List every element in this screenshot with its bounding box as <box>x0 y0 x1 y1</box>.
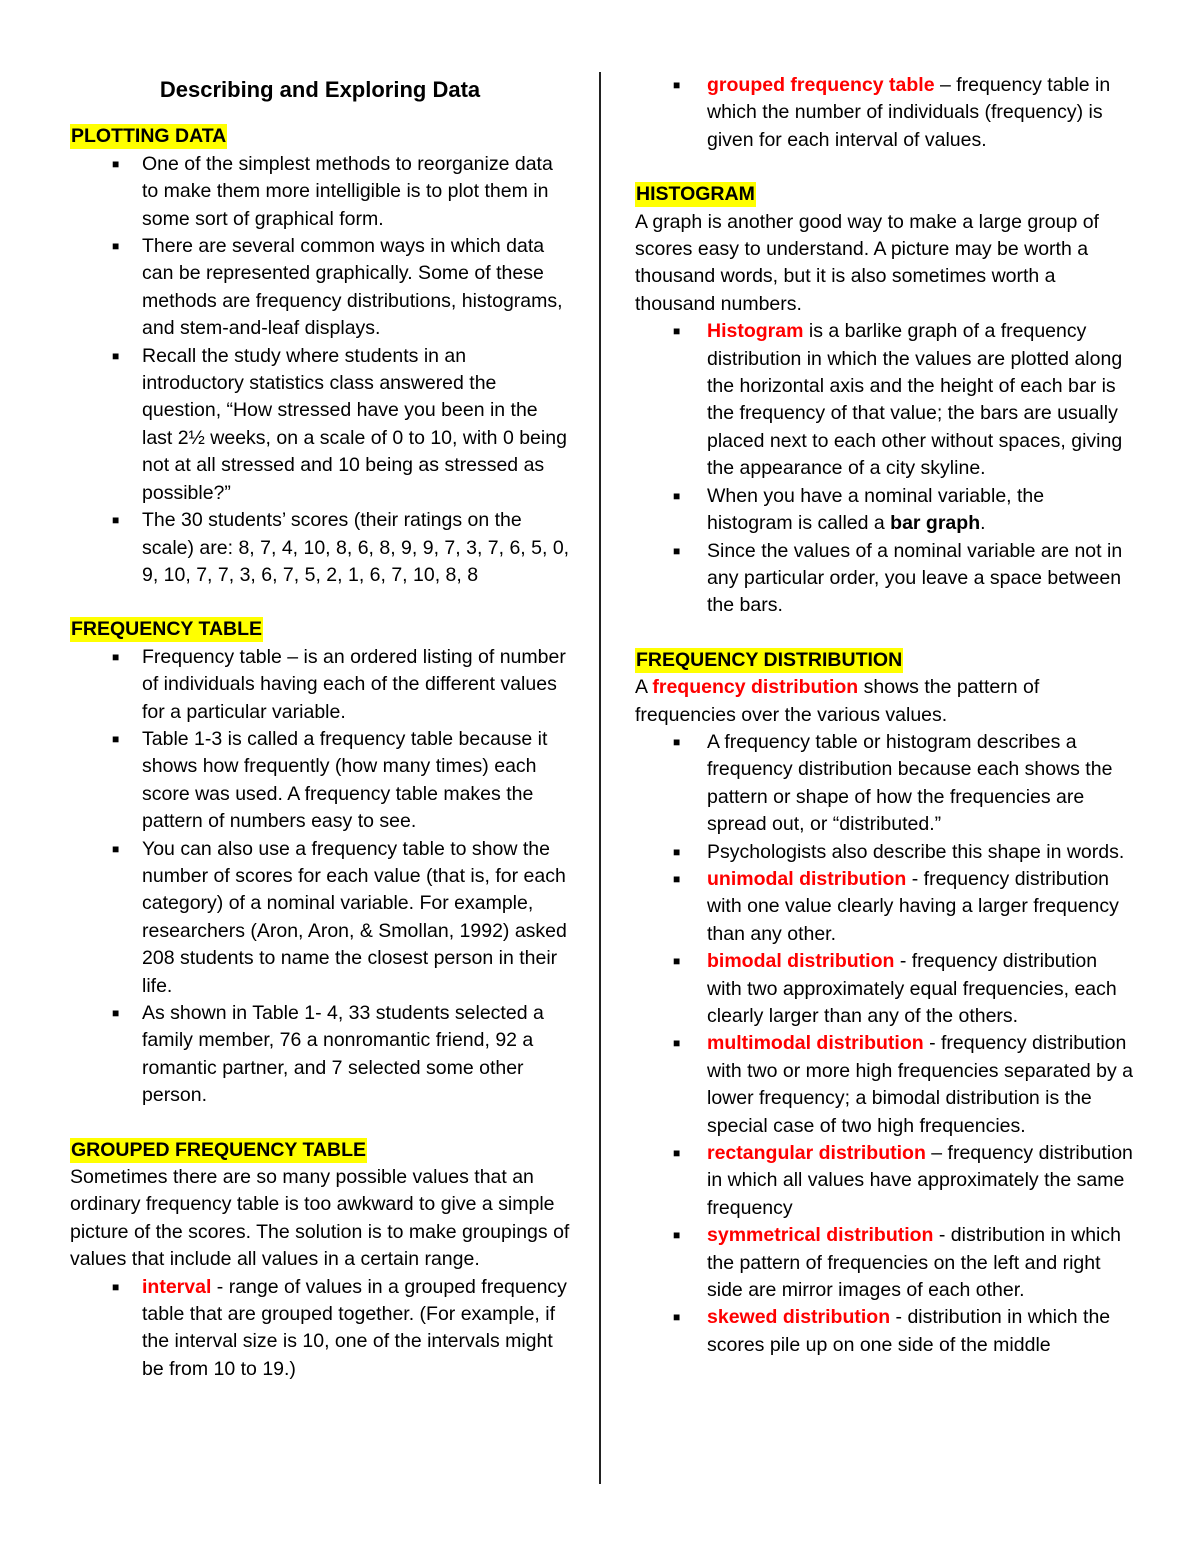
right-column <box>635 72 1135 1359</box>
list-item: ■ As shown in Table 1- 4, 33 students selected a family member, 76 a nonromantic friend, 92 a romantic partner, and 7 selected some other person. <box>112 1002 544 1107</box>
page-title: Describing and Exploring Data <box>159 77 481 102</box>
term-histogram: Histogram <box>707 320 804 343</box>
term-bimodal: bimodal distribution <box>707 950 895 973</box>
histogram-heading: HISTOGRAM <box>636 183 755 206</box>
list-item: ■ Frequency table – is an ordered listing of number of individuals having each of the different values for a particular variable. <box>112 645 566 723</box>
bullet-icon: ■ <box>673 844 681 859</box>
bullet-icon: ■ <box>112 239 120 254</box>
term-skewed: skewed distribution <box>707 1306 891 1329</box>
list-item: ■ Histogram is a barlike graph of a frequency distribution in which the values are plotted along the horizontal axis and the height of each bar is the frequency of that value; the bars are usually placed next to each other without spaces, giving the appearance of a city skyline. <box>673 320 1123 480</box>
list-item: ■ rectangular distribution – frequency distribution in which all values have approximately the same frequency <box>673 1142 1133 1219</box>
plotting-data-section <box>70 123 570 589</box>
bar-graph-term: bar graph <box>890 512 981 535</box>
grouped-continued-list <box>635 72 1135 154</box>
list-item: ■ symmetrical distribution - distribution in which the pattern of frequencies on the left and right side are mirror images of each other. <box>673 1224 1121 1302</box>
bullet-icon: ■ <box>112 649 120 664</box>
bullet-icon: ■ <box>112 841 120 856</box>
frequency-distribution-paragraph: A frequency distribution shows the pattern of frequencies over the various values. <box>635 676 1040 726</box>
histogram-list <box>635 318 1135 619</box>
bullet-icon: ■ <box>673 78 681 92</box>
left-column <box>70 70 570 1383</box>
bullet-icon: ■ <box>112 156 120 171</box>
bullet-icon: ■ <box>673 871 681 886</box>
list-item: ■ multimodal distribution - frequency distribution with two or more high frequencies separated by a lower frequency; a bimodal distribution is the special case of two high frequencies. <box>673 1032 1133 1137</box>
bullet-icon: ■ <box>112 513 120 528</box>
list-item: ■ You can also use a frequency table to show the number of scores for each value (that is, for each category) of a nominal variable. For example, researchers (Aron, Aron, & Smollan, 1992) asked 208 students to name the closest person in their life. <box>112 837 567 997</box>
list-item: ■ There are several common ways in which data can be represented graphically. Some of these methods are frequency distributions, histograms, and stem-and-leaf displays. <box>112 235 563 340</box>
list-item: ■ unimodal distribution - frequency distribution with one value clearly having a larger frequency than any other. <box>673 867 1119 945</box>
frequency-table-heading: FREQUENCY TABLE <box>71 618 263 641</box>
list-item: ■ A frequency table or histogram describes a frequency distribution because each shows the pattern or shape of how the frequencies are spread out, or “distributed.” <box>673 730 1113 836</box>
bullet-icon: ■ <box>673 1310 681 1325</box>
bullet-icon: ■ <box>673 954 681 969</box>
plotting-data-heading: PLOTTING DATA <box>71 125 227 148</box>
bullet-icon: ■ <box>673 1036 681 1051</box>
bullet-icon: ■ <box>673 543 681 558</box>
list-item: ■ One of the simplest methods to reorganize data to make them more intelligible is to plot them in some sort of graphical form. <box>112 152 553 230</box>
term-symmetrical: symmetrical distribution <box>707 1224 934 1247</box>
list-item: ■ skewed distribution - distribution in which the scores pile up on one side of the middle <box>673 1306 1111 1356</box>
bullet-icon: ■ <box>673 324 681 339</box>
grouped-frequency-table-heading: GROUPED FREQUENCY TABLE <box>71 1138 367 1161</box>
bullet-icon: ■ <box>112 1279 120 1294</box>
bullet-icon: ■ <box>112 348 120 363</box>
frequency-distribution-list <box>635 729 1135 1359</box>
list-item: ■ The 30 students’ scores (their ratings on the scale) are: 8, 7, 4, 10, 8, 6, 8, 9, 9, 7, 3, 7, 6, 5, 0, 9, 10, 7, 7, 3, 6, 7, 5, 2, 1, 6, 7, 10, 8, 8 <box>112 509 570 586</box>
histogram-section <box>635 181 1135 620</box>
frequency-distribution-heading: FREQUENCY DISTRIBUTION <box>636 648 903 671</box>
grouped-frequency-table-section <box>70 1137 570 1384</box>
frequency-table-section <box>70 616 570 1109</box>
plotting-data-list <box>70 151 570 590</box>
term-multimodal: multimodal distribution <box>707 1032 924 1055</box>
frequency-table-list <box>70 644 570 1110</box>
term-grouped-frequency-table: grouped frequency table <box>707 74 935 96</box>
bullet-icon: ■ <box>673 1228 681 1243</box>
list-item: ■ interval - range of values in a grouped frequency table that are grouped together. (For example, if the interval size is 10, one of the intervals might be from 10 to 19.) <box>112 1275 567 1380</box>
bullet-icon: ■ <box>673 488 681 503</box>
term-interval: interval <box>142 1275 212 1298</box>
term-rectangular: rectangular distribution <box>707 1142 926 1165</box>
list-item: ■ When you have a nominal variable, the histogram is called a bar graph. <box>673 484 1045 535</box>
list-item: ■ bimodal distribution - frequency distribution with two approximately equal frequencies, each clearly larger than any of the others. <box>673 950 1117 1027</box>
list-item: ■ grouped frequency table – frequency table in which the number of individuals (frequency) is given for each interval of values. <box>673 74 1111 151</box>
grouped-paragraph: Sometimes there are so many possible values that an ordinary frequency table is too awkward to give a simple picture of the scores. The solution is to make groupings of values that include all values in a certain range. <box>70 1166 570 1271</box>
grouped-list <box>70 1274 570 1384</box>
bullet-icon: ■ <box>112 1006 120 1020</box>
list-item: ■ Recall the study where students in an introductory statistics class answered the question, “How stressed have you been in the last 2½ weeks, on a scale of 0 to 10, with 0 being not at all stressed and 10 being as stressed as possible?” <box>112 344 567 504</box>
bullet-icon: ■ <box>112 731 120 746</box>
list-item: ■ Since the values of a nominal variable are not in any particular order, you leave a space between the bars. <box>673 539 1123 617</box>
frequency-distribution-section <box>635 647 1135 1360</box>
bullet-icon: ■ <box>673 1146 681 1161</box>
term-unimodal: unimodal distribution <box>707 867 907 890</box>
bullet-icon: ■ <box>673 734 681 749</box>
list-item: ■ Table 1-3 is called a frequency table because it shows how frequently (how many times) each score was used. A frequency table makes the pattern of numbers easy to see. <box>112 727 548 833</box>
column-divider <box>599 72 601 1484</box>
term-frequency-distribution: frequency distribution <box>652 676 859 699</box>
list-item: ■ Psychologists also describe this shape in words. <box>635 839 1135 866</box>
histogram-paragraph: A graph is another good way to make a large group of scores easy to understand. A picture may be worth a thousand words, but it is also sometimes worth a thousand numbers. <box>635 210 1099 315</box>
